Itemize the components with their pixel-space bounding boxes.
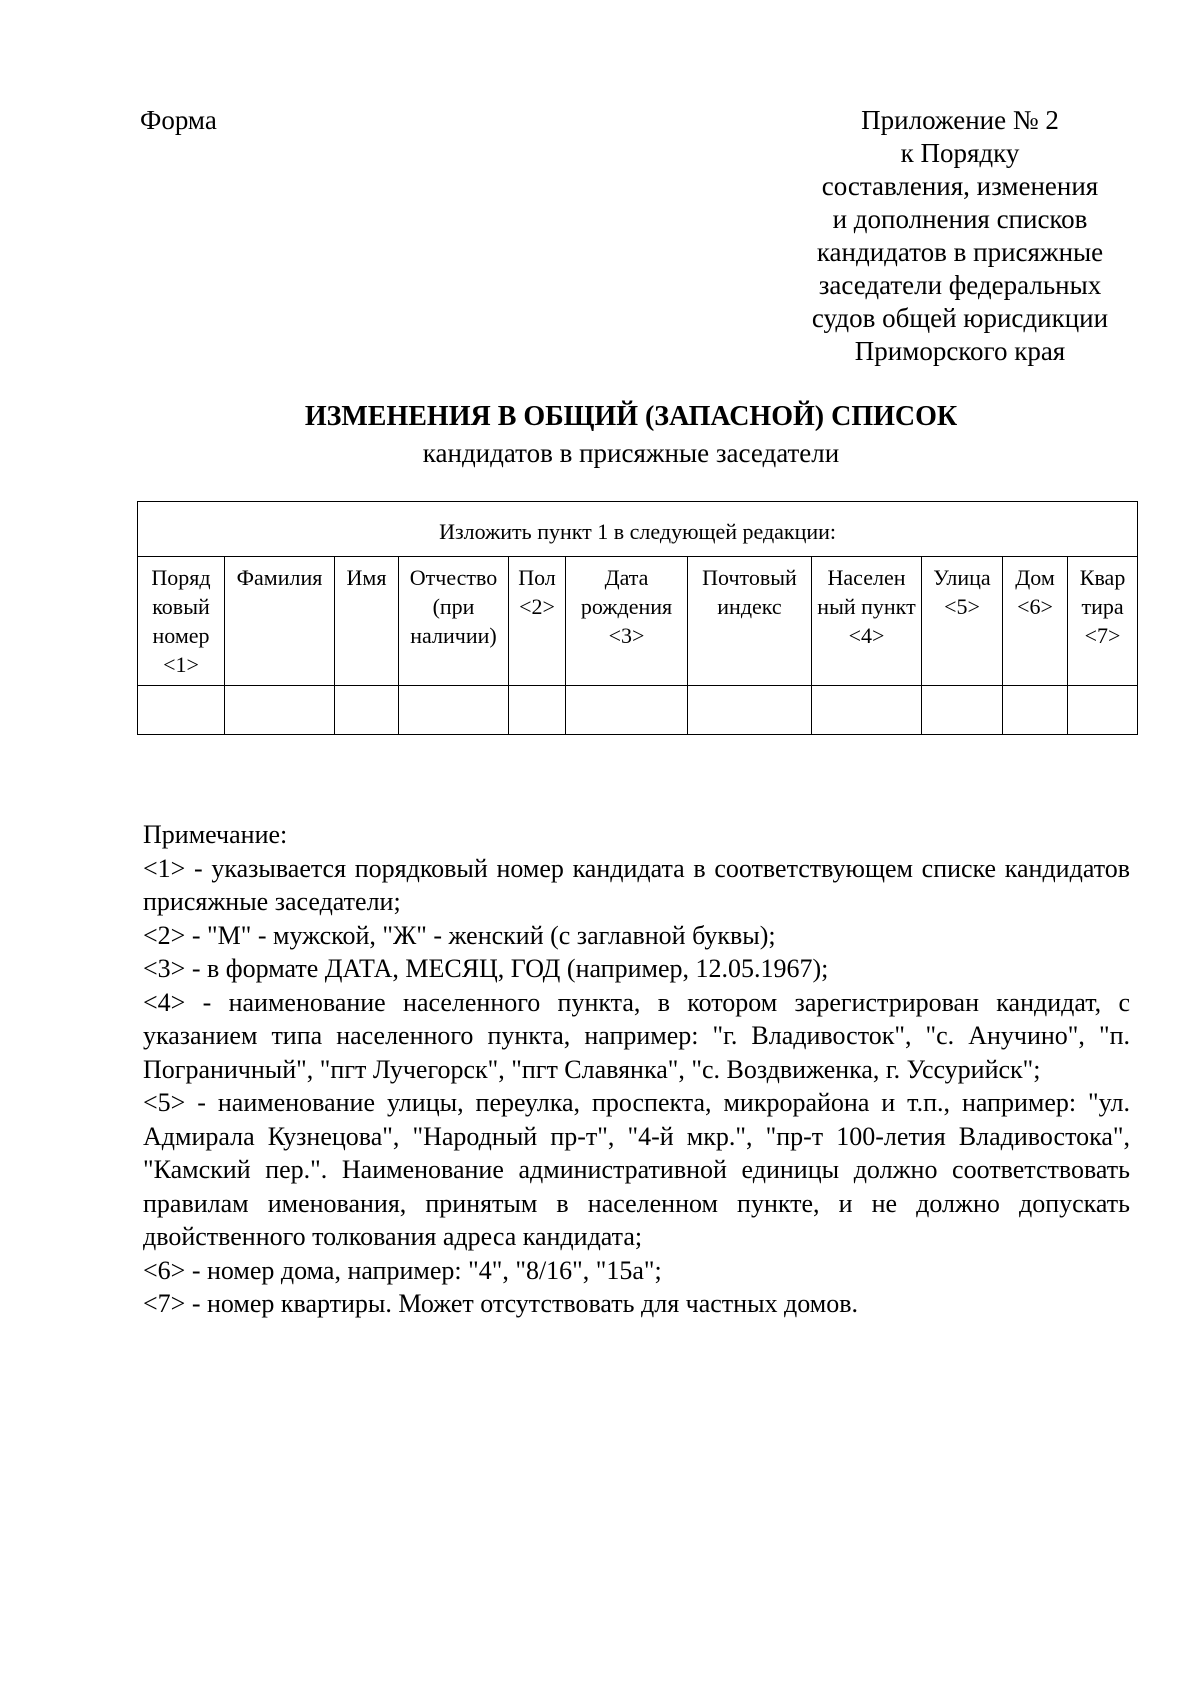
form-label: Форма — [140, 105, 217, 135]
appendix-line: Приложение № 2 — [861, 105, 1059, 135]
document-title: ИЗМЕНЕНИЯ В ОБЩИЙ (ЗАПАСНОЙ) СПИСОК — [304, 401, 958, 432]
column-header-surname: Фамилия — [225, 557, 335, 686]
notes-section — [143, 818, 1130, 1321]
column-header-birth-date: Дата рождения <3> — [566, 557, 688, 686]
table-cell — [1003, 686, 1068, 735]
table-cell — [335, 686, 399, 735]
column-header-house: Дом <6> — [1003, 557, 1068, 686]
notes-heading: Примечание: — [143, 820, 288, 849]
column-header-name: Имя — [335, 557, 399, 686]
table-cell — [922, 686, 1003, 735]
changes-table — [137, 501, 1138, 735]
table-cell — [225, 686, 335, 735]
column-header-sex: Пол <2> — [509, 557, 566, 686]
note-item: <1> - указывается порядковый номер кандидата в соответствующем списке кандидатов присяжные заседатели; — [143, 853, 1130, 916]
appendix-line: Приморского края — [854, 336, 1066, 366]
column-header-street: Улица <5> — [922, 557, 1003, 686]
appendix-line: и дополнения списков — [832, 204, 1088, 234]
note-item: <6> - номер дома, например: "4", "8/16", "15а"; — [143, 1255, 662, 1285]
appendix-line: заседатели федеральных — [818, 270, 1102, 300]
document-subtitle: кандидатов в присяжные заседатели — [422, 438, 840, 468]
table-caption: Изложить пункт 1 в следующей редакции: — [138, 502, 1138, 557]
column-header-locality: Населен ный пункт <4> — [812, 557, 922, 686]
table-cell — [688, 686, 812, 735]
appendix-line: кандидатов в присяжные — [816, 237, 1104, 267]
note-item: <2> - "М" - мужской, "Ж" - женский (с заглавной буквы); — [143, 920, 776, 950]
table-cell — [138, 686, 225, 735]
appendix-line: судов общей юрисдикции — [811, 303, 1109, 333]
note-item: <4> - наименование населенного пункта, в котором зарегистрирован кандидат, с указанием типа населенного пункта, например: "г. Владивосток", "с. Анучино", "п. Пограничный", "пгт Лучегорск", "пгт Славянка", "с. Воздвиженка, г. Уссурийск"; — [143, 987, 1130, 1084]
column-header-postal-code: Почтовый индекс — [688, 557, 812, 686]
table-cell — [566, 686, 688, 735]
appendix-block — [790, 104, 1130, 368]
table-cell — [509, 686, 566, 735]
table-cell — [1068, 686, 1138, 735]
column-header-apartment: Квар тира <7> — [1068, 557, 1138, 686]
table-cell — [399, 686, 509, 735]
table-header-row — [138, 557, 1138, 686]
column-header-patronymic: Отчество (при наличии) — [399, 557, 509, 686]
appendix-line: к Порядку — [900, 138, 1020, 168]
table-row — [138, 686, 1138, 735]
note-item: <3> - в формате ДАТА, МЕСЯЦ, ГОД (например, 12.05.1967); — [143, 954, 829, 983]
table-cell — [812, 686, 922, 735]
note-item: <5> - наименование улицы, переулка, проспекта, микрорайона и т.п., например: "ул. Адмирала Кузнецова", "Народный пр-т", "4-й мкр.", "пр-т 100-летия Владивостока", "Камский пер.". Наименование административной единицы должно соответствовать правилам именования, принятым в населенном пункте, и не должно допускать двойственного толкования адреса кандидата; — [143, 1088, 1130, 1251]
appendix-line: составления, изменения — [821, 171, 1099, 201]
column-header-order-number: Поряд ковый номер <1> — [138, 557, 225, 686]
note-item: <7> - номер квартиры. Может отсутствовать для частных домов. — [143, 1289, 859, 1318]
